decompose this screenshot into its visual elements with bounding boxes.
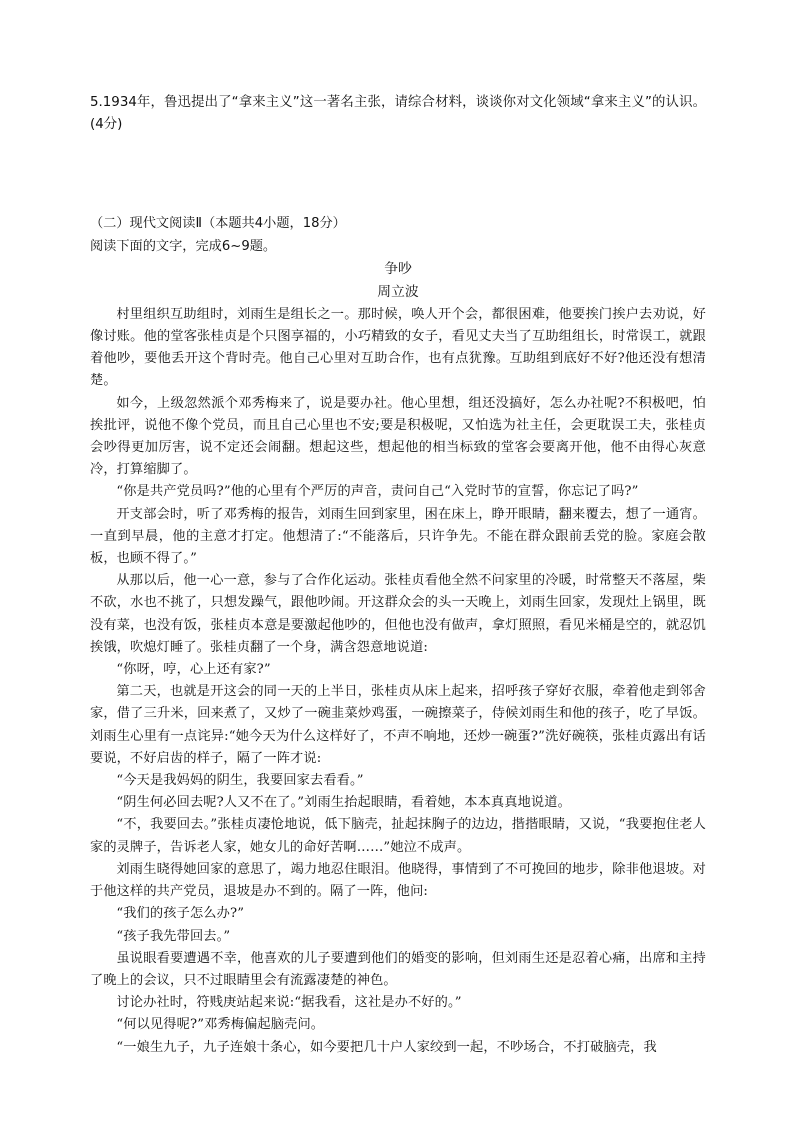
- story-paragraph-4: 开支部会时，听了邓秀梅的报告，刘雨生回到家里，困在床上，睁开眼睛，翻来覆去，想了一通宵。一直到早晨，他的主意才打定。他想清了:“不能落后，只许争先。不能在群众跟前丢党的脸。家庭会散板，也顾不得了。”: [90, 506, 706, 567]
- story-paragraph-17: “一娘生九子，九子连娘十条心，如今要把几十户人家绞到一起，不吵场合，不打破脑壳，我: [116, 1039, 657, 1055]
- story-paragraph-13: “孩子我先带回去。”: [116, 928, 231, 944]
- story-title: 争吵: [384, 260, 412, 277]
- document-page: [90, 92, 706, 1059]
- story-paragraph-5: 从那以后，他一心一意，参与了合作化运动。张桂贞看他全然不问家里的冷暖，时常整天不落屋，柴不砍，水也不挑了，只想发躁气，跟他吵闹。开这群众会的头一天晚上，刘雨生回家，发现灶上锅里，既没有菜，也没有饭，张桂贞本意是要激起他吵的，但他也没有做声，拿灯照照，看见米桶是空的，就忍饥挨饿，吹熄灯睡了。张桂贞翻了一个身，满含怨意地说道:: [90, 573, 706, 655]
- story-paragraph-11: 刘雨生晓得她回家的意思了，竭力地忍住眼泪。他晓得，事情到了不可挽回的地步，除非他退坡。对于他这样的共产党员，退坡是办不到的。隔了一阵，他问:: [90, 861, 706, 900]
- story-paragraph-6: “你呀，哼，心上还有家?”: [116, 662, 271, 678]
- story-paragraph-7: 第二天，也就是开这会的同一天的上半日，张桂贞从床上起来，招呼孩子穿好衣服，牵着他走到邻舍家，借了三升米，回来煮了，又炒了一碗韭菜炒鸡蛋，一碗擦菜子，侍候刘雨生和他的孩子，吃了早饭。刘雨生心里有一点诧异:“她今天为什么这样好了，不声不响地，还炒一碗蛋?”洗好碗筷，张桂贞露出有话要说，不好启齿的样子，隔了一阵才说:: [90, 684, 706, 766]
- story-paragraph-15: 讨论办社时，符贱庚站起来说:“据我看，这社是办不好的。”: [116, 995, 462, 1011]
- story-paragraph-8: “今天是我妈妈的阴生，我要回家去看看。”: [116, 773, 364, 789]
- story-paragraph-16: “何以见得呢?”邓秀梅偏起脑壳问。: [116, 1017, 325, 1033]
- story-paragraph-3: “你是共产党员吗?”他的心里有个严厉的声音，责问自己“入党时节的宣誓，你忘记了吗?”: [116, 484, 639, 500]
- story-paragraph-14: 虽说眼看要遭遇不幸，他喜欢的儿子要遭到他们的婚变的影响，但刘雨生还是忍着心痛，出席和主持了晚上的会议，只不过眼睛里会有流露凄楚的神色。: [90, 950, 706, 988]
- question-5: 5.1934年，鲁迅提出了“拿来主义”这一著名主张，请综合材料，谈谈你对文化领域“拿来主义”的认识。(4分): [90, 95, 706, 133]
- story-paragraph-1: 村里组织互助组时，刘雨生是组长之一。那时候，唤人开个会，都很困难，他要挨门挨户去劝说，好像讨账。他的堂客张桂贞是个只图享福的，小巧精致的女子，看见丈夫当了互助组组长，时常误工，就跟着他吵，要他丢开这个背时壳。他自己心里对互助合作，也有点犹豫。互助组到底好不好?他还没有想清楚。: [90, 306, 706, 389]
- section-heading: （二）现代文阅读Ⅱ（本题共4小题，18分）: [90, 216, 346, 232]
- story-paragraph-12: “我们的孩子怎么办?”: [116, 906, 245, 922]
- story-paragraph-9: “阴生何必回去呢?人又不在了。”刘雨生抬起眼睛，看着她，本本真真地说道。: [116, 795, 571, 811]
- story-paragraph-10: “不，我要回去。”张桂贞凄怆地说，低下脑壳，扯起抹胸子的边边，揩揩眼睛，又说，“我要抱住老人家的灵牌子，告诉老人家，她女儿的命好苦啊……”她泣不成声。: [90, 817, 706, 855]
- reading-instruction: 阅读下面的文字，完成6~9题。: [90, 238, 277, 254]
- story-paragraph-2: 如今，上级忽然派个邓秀梅来了，说是要办社。他心里想，组还没搞好，怎么办社呢?不积极吧，怕挨批评，说他不像个党员，而且自己心里也不安;要是积极呢，又怕选为社主任，会更耽误工夫，张桂贞会吵得更加厉害，说不定还会闹翻。想起这些，想起他的相当标致的堂客会要离开他，他不由得心灰意冷，打算缩脚了。: [90, 395, 706, 478]
- story-author: 周立波: [377, 283, 419, 300]
